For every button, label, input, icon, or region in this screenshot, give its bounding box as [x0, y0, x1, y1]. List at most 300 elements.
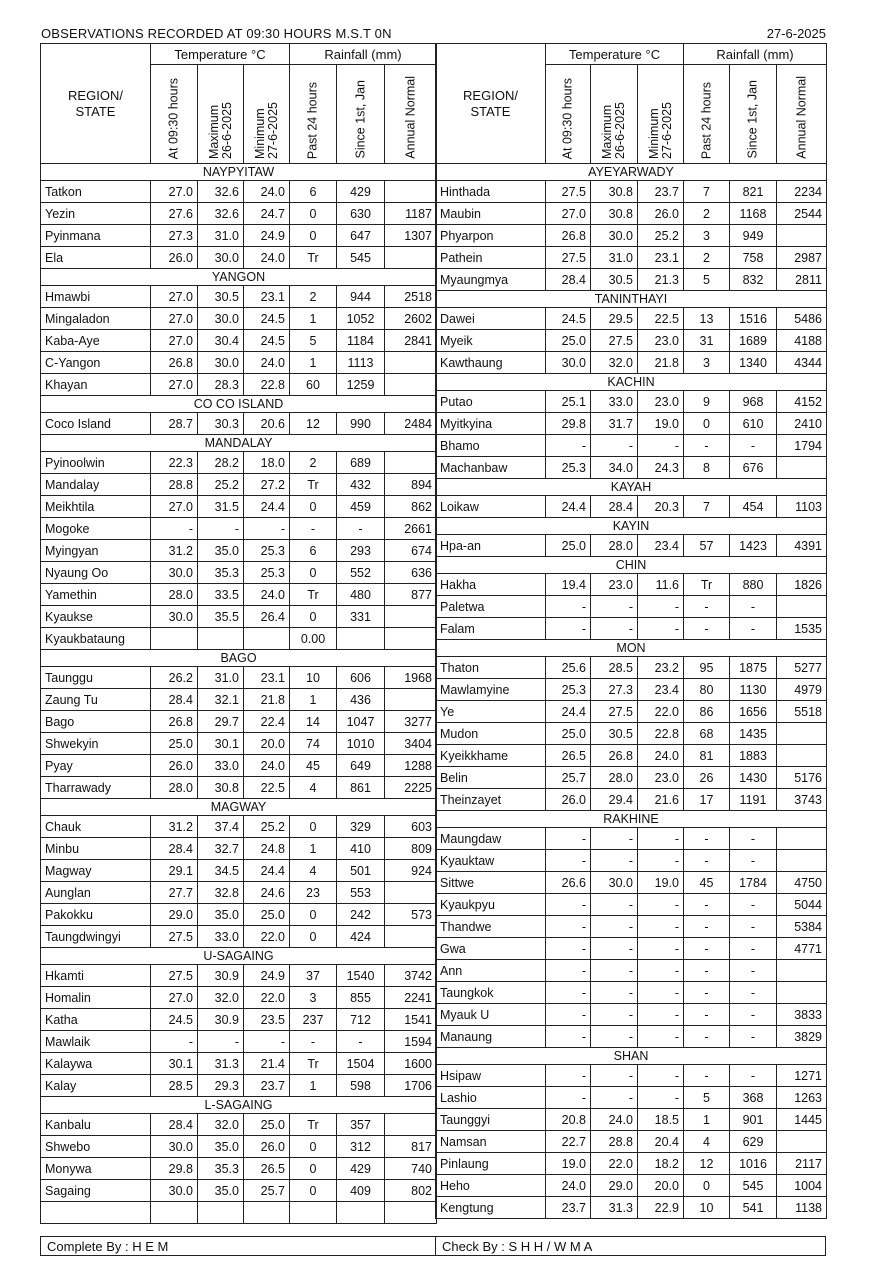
station-row [436, 894, 827, 916]
maximum-header: Maximum 26-6-2025 [198, 65, 244, 164]
rain-annual-normal [777, 457, 827, 479]
temp-minimum: 24.7 [244, 203, 290, 225]
station-row [41, 1158, 437, 1180]
station-row [41, 926, 437, 948]
rain-past-24h: 0 [290, 496, 337, 518]
maximum-header: Maximum 26-6-2025 [591, 65, 638, 164]
temp-maximum: - [591, 960, 638, 982]
rain-since-jan: 436 [337, 689, 385, 711]
temp-minimum: - [638, 894, 684, 916]
station-row [436, 916, 827, 938]
temp-at-0930: - [151, 1031, 198, 1053]
temp-minimum [244, 1202, 290, 1224]
rain-annual-normal [385, 628, 437, 650]
temp-at-0930: 27.7 [151, 882, 198, 904]
station-name: Sagaing [41, 1180, 151, 1202]
rain-since-jan: 1016 [730, 1153, 777, 1175]
region-section-title: KAYAH [436, 479, 827, 496]
temp-minimum: 18.2 [638, 1153, 684, 1175]
rain-annual-normal: 4391 [777, 535, 827, 557]
rain-past-24h: Tr [290, 247, 337, 269]
rain-past-24h: 2 [684, 247, 730, 269]
temp-at-0930: 27.0 [151, 330, 198, 352]
temp-minimum: 26.4 [244, 606, 290, 628]
past-24-hours-header: Past 24 hours [290, 65, 337, 164]
temp-at-0930: 23.7 [546, 1197, 591, 1219]
rain-since-jan: 293 [337, 540, 385, 562]
rain-since-jan: 329 [337, 816, 385, 838]
station-row [41, 606, 437, 628]
temp-maximum: - [591, 916, 638, 938]
station-name: Kyaukpyu [436, 894, 546, 916]
temp-at-0930: 28.8 [151, 474, 198, 496]
station-name: Myauk U [436, 1004, 546, 1026]
temp-maximum: 35.3 [198, 1158, 244, 1180]
station-row [41, 562, 437, 584]
region-section-title: RAKHINE [436, 811, 827, 828]
temp-maximum: 34.5 [198, 860, 244, 882]
temp-at-0930: 27.0 [546, 203, 591, 225]
temp-minimum: 21.3 [638, 269, 684, 291]
rain-past-24h: 2 [684, 203, 730, 225]
temp-maximum: 32.7 [198, 838, 244, 860]
temp-minimum: 18.0 [244, 452, 290, 474]
station-row [436, 679, 827, 701]
temp-at-0930: 19.0 [546, 1153, 591, 1175]
station-row [41, 413, 437, 435]
region-section-row [436, 557, 827, 574]
rain-annual-normal: 1103 [777, 496, 827, 518]
rain-past-24h: Tr [290, 1053, 337, 1075]
temp-at-0930: 31.2 [151, 816, 198, 838]
rain-annual-normal [385, 452, 437, 474]
temp-at-0930: 19.4 [546, 574, 591, 596]
rain-past-24h: Tr [684, 574, 730, 596]
rain-since-jan: 1423 [730, 535, 777, 557]
rain-past-24h: 23 [290, 882, 337, 904]
temp-minimum: 23.0 [638, 330, 684, 352]
rain-past-24h: 45 [684, 872, 730, 894]
rain-annual-normal: 924 [385, 860, 437, 882]
temp-minimum: 23.2 [638, 657, 684, 679]
temp-minimum: 23.0 [638, 767, 684, 789]
rain-since-jan: 610 [730, 413, 777, 435]
station-row [41, 452, 437, 474]
station-name: Mogoke [41, 518, 151, 540]
station-name: Hmawbi [41, 286, 151, 308]
rain-annual-normal: 1968 [385, 667, 437, 689]
rain-since-jan: 410 [337, 838, 385, 860]
region-section-row [41, 1097, 437, 1114]
temp-minimum: 26.0 [244, 1136, 290, 1158]
rain-past-24h: 45 [290, 755, 337, 777]
rain-past-24h: 4 [290, 860, 337, 882]
station-name: Thaton [436, 657, 546, 679]
station-row [436, 701, 827, 723]
rain-annual-normal [385, 1114, 437, 1136]
temp-maximum: 31.5 [198, 496, 244, 518]
station-row [436, 1153, 827, 1175]
region-section-row [41, 948, 437, 965]
temp-maximum: 32.6 [198, 181, 244, 203]
rain-past-24h: - [684, 1004, 730, 1026]
temp-maximum: 37.4 [198, 816, 244, 838]
rain-since-jan: 1191 [730, 789, 777, 811]
temp-at-0930 [151, 1202, 198, 1224]
rain-since-jan: - [730, 618, 777, 640]
rain-since-jan: - [730, 1004, 777, 1026]
temp-maximum: 30.8 [591, 203, 638, 225]
temp-minimum: 24.4 [244, 496, 290, 518]
temp-at-0930: 27.0 [151, 496, 198, 518]
temp-maximum: - [591, 982, 638, 1004]
station-name: Ye [436, 701, 546, 723]
rain-annual-normal: 2225 [385, 777, 437, 799]
temp-minimum: 22.4 [244, 711, 290, 733]
temp-minimum: 24.9 [244, 225, 290, 247]
temp-at-0930: 29.8 [546, 413, 591, 435]
temp-maximum: - [591, 938, 638, 960]
rain-past-24h: 0 [290, 816, 337, 838]
rain-since-jan: 821 [730, 181, 777, 203]
rain-annual-normal: 3743 [777, 789, 827, 811]
temp-minimum: 22.5 [244, 777, 290, 799]
rain-since-jan: - [730, 596, 777, 618]
temp-at-0930: 26.8 [546, 225, 591, 247]
temp-minimum: 24.0 [244, 181, 290, 203]
rain-annual-normal [777, 850, 827, 872]
temp-minimum: 24.0 [244, 352, 290, 374]
temp-maximum: - [591, 618, 638, 640]
temp-at-0930: 28.7 [151, 413, 198, 435]
rain-since-jan: 949 [730, 225, 777, 247]
rain-since-jan: - [337, 518, 385, 540]
rain-since-jan: - [730, 1065, 777, 1087]
rain-annual-normal: 1600 [385, 1053, 437, 1075]
station-row [41, 203, 437, 225]
region-section-title: KACHIN [436, 374, 827, 391]
temperature-header: Temperature °C [546, 44, 684, 65]
temp-maximum: 32.8 [198, 882, 244, 904]
temp-minimum: - [638, 960, 684, 982]
station-name: Sittwe [436, 872, 546, 894]
temp-at-0930: 27.0 [151, 181, 198, 203]
region-section-title: AYEYARWADY [436, 164, 827, 181]
temp-minimum: 20.4 [638, 1131, 684, 1153]
temp-maximum: 31.7 [591, 413, 638, 435]
temp-at-0930: 25.0 [546, 535, 591, 557]
temp-minimum: 24.0 [244, 247, 290, 269]
region-section-title: YANGON [41, 269, 437, 286]
temp-at-0930: 28.4 [151, 838, 198, 860]
temp-maximum: 31.3 [198, 1053, 244, 1075]
rain-since-jan: 598 [337, 1075, 385, 1097]
temp-minimum: - [638, 828, 684, 850]
temp-at-0930: 30.0 [546, 352, 591, 374]
station-name: Ann [436, 960, 546, 982]
station-row [41, 1053, 437, 1075]
station-row [436, 269, 827, 291]
station-row [436, 1175, 827, 1197]
station-name: Mudon [436, 723, 546, 745]
temp-at-0930: 24.5 [546, 308, 591, 330]
rain-since-jan: 1430 [730, 767, 777, 789]
station-name: Mawlamyine [436, 679, 546, 701]
temp-maximum: 27.3 [591, 679, 638, 701]
rainfall-header: Rainfall (mm) [290, 44, 437, 65]
temp-minimum: 25.2 [244, 816, 290, 838]
temp-maximum: 25.2 [198, 474, 244, 496]
rain-since-jan: - [730, 960, 777, 982]
station-row [41, 374, 437, 396]
temp-minimum: 24.9 [244, 965, 290, 987]
temp-maximum: 30.4 [198, 330, 244, 352]
rain-since-jan: - [730, 894, 777, 916]
station-name: Belin [436, 767, 546, 789]
temp-at-0930: - [546, 435, 591, 457]
rain-past-24h: 2 [290, 286, 337, 308]
rain-since-jan: - [730, 850, 777, 872]
temp-at-0930: 27.5 [546, 247, 591, 269]
temp-maximum: - [591, 894, 638, 916]
station-row [436, 1197, 827, 1219]
temp-at-0930: 27.5 [151, 926, 198, 948]
station-name: Chauk [41, 816, 151, 838]
rain-past-24h: 5 [684, 269, 730, 291]
temp-at-0930: - [151, 518, 198, 540]
station-name: Shwekyin [41, 733, 151, 755]
temp-at-0930: 26.0 [151, 755, 198, 777]
temp-at-0930: 28.0 [151, 777, 198, 799]
station-row [436, 330, 827, 352]
rain-past-24h [290, 1202, 337, 1224]
rain-annual-normal [385, 352, 437, 374]
rain-annual-normal: 2241 [385, 987, 437, 1009]
rain-past-24h: 5 [290, 330, 337, 352]
region-section-title: NAYPYITAW [41, 164, 437, 181]
station-row [41, 247, 437, 269]
station-name: Meikhtila [41, 496, 151, 518]
region-header: REGION/ STATE [41, 44, 151, 164]
rain-annual-normal [777, 723, 827, 745]
rain-past-24h: Tr [290, 1114, 337, 1136]
temp-maximum: 28.8 [591, 1131, 638, 1153]
rain-annual-normal [777, 225, 827, 247]
station-name: Ela [41, 247, 151, 269]
station-row [41, 838, 437, 860]
station-name: Katha [41, 1009, 151, 1031]
region-section-row [436, 1048, 827, 1065]
rain-past-24h: 237 [290, 1009, 337, 1031]
temp-maximum: 35.0 [198, 1180, 244, 1202]
temp-maximum: 24.0 [591, 1109, 638, 1131]
temp-minimum: - [638, 1087, 684, 1109]
rain-annual-normal: 1826 [777, 574, 827, 596]
rain-annual-normal: 809 [385, 838, 437, 860]
station-name: Hakha [436, 574, 546, 596]
rain-since-jan: 861 [337, 777, 385, 799]
temp-maximum: 30.9 [198, 965, 244, 987]
temp-maximum: - [591, 1087, 638, 1109]
temp-maximum: 31.0 [591, 247, 638, 269]
temperature-header: Temperature °C [151, 44, 290, 65]
rain-since-jan: 501 [337, 860, 385, 882]
station-row [41, 1114, 437, 1136]
station-name: Myeik [436, 330, 546, 352]
temp-maximum: 28.5 [591, 657, 638, 679]
temp-minimum: 21.4 [244, 1053, 290, 1075]
rain-annual-normal: 636 [385, 562, 437, 584]
region-section-title: KAYIN [436, 518, 827, 535]
temp-maximum: 28.0 [591, 767, 638, 789]
temp-at-0930: 29.8 [151, 1158, 198, 1180]
temp-maximum: 30.5 [591, 269, 638, 291]
rain-since-jan: 855 [337, 987, 385, 1009]
rain-past-24h: 4 [290, 777, 337, 799]
station-name: Dawei [436, 308, 546, 330]
rain-past-24h: 10 [684, 1197, 730, 1219]
rain-past-24h: 0 [290, 1136, 337, 1158]
rain-past-24h: 5 [684, 1087, 730, 1109]
temp-minimum: 20.6 [244, 413, 290, 435]
rain-since-jan: 676 [730, 457, 777, 479]
station-row [41, 496, 437, 518]
temp-at-0930: 26.8 [151, 352, 198, 374]
temp-at-0930: 24.5 [151, 1009, 198, 1031]
rain-past-24h: 6 [290, 540, 337, 562]
station-row [436, 872, 827, 894]
temp-maximum: - [591, 596, 638, 618]
temp-minimum: - [638, 1004, 684, 1026]
station-row [436, 1087, 827, 1109]
station-name: Taunggu [41, 667, 151, 689]
temp-minimum: 24.6 [244, 882, 290, 904]
rain-since-jan: 758 [730, 247, 777, 269]
temp-maximum: 35.0 [198, 540, 244, 562]
temp-maximum: 33.0 [591, 391, 638, 413]
station-row [41, 181, 437, 203]
rain-past-24h: - [684, 850, 730, 872]
rain-since-jan: 1875 [730, 657, 777, 679]
station-row [436, 457, 827, 479]
rain-since-jan: 629 [730, 1131, 777, 1153]
rain-annual-normal: 2661 [385, 518, 437, 540]
rain-since-jan: 647 [337, 225, 385, 247]
temp-maximum: 23.0 [591, 574, 638, 596]
temp-maximum [198, 1202, 244, 1224]
rain-past-24h: 6 [290, 181, 337, 203]
station-row [436, 352, 827, 374]
temp-at-0930: 27.0 [151, 987, 198, 1009]
temp-minimum: 24.0 [244, 584, 290, 606]
temp-minimum: - [244, 518, 290, 540]
rain-annual-normal: 603 [385, 816, 437, 838]
rain-since-jan: 1340 [730, 352, 777, 374]
temp-minimum: 11.6 [638, 574, 684, 596]
temp-minimum: 22.8 [244, 374, 290, 396]
temp-at-0930: 25.7 [546, 767, 591, 789]
report-title: OBSERVATIONS RECORDED AT 09:30 HOURS M.S.T 0N [41, 26, 392, 41]
rain-annual-normal: 1706 [385, 1075, 437, 1097]
rain-past-24h: 0 [290, 926, 337, 948]
rain-annual-normal: 3404 [385, 733, 437, 755]
station-row [436, 657, 827, 679]
temp-at-0930: - [546, 938, 591, 960]
rain-annual-normal: 2117 [777, 1153, 827, 1175]
rain-annual-normal [385, 181, 437, 203]
temp-maximum: 35.0 [198, 904, 244, 926]
temp-maximum: - [591, 1026, 638, 1048]
rainfall-header: Rainfall (mm) [684, 44, 827, 65]
temp-at-0930: 25.1 [546, 391, 591, 413]
station-name: Kyaukbataung [41, 628, 151, 650]
rain-since-jan: 312 [337, 1136, 385, 1158]
rain-since-jan: 1010 [337, 733, 385, 755]
station-row [436, 496, 827, 518]
rain-since-jan: 429 [337, 181, 385, 203]
temp-at-0930: 28.4 [546, 269, 591, 291]
temp-at-0930: 22.7 [546, 1131, 591, 1153]
temp-minimum: 19.0 [638, 872, 684, 894]
station-row [41, 1031, 437, 1053]
station-row [436, 982, 827, 1004]
rain-past-24h: 1 [290, 352, 337, 374]
station-row [436, 596, 827, 618]
station-name: Magway [41, 860, 151, 882]
temp-maximum: - [591, 1004, 638, 1026]
station-row [436, 1026, 827, 1048]
temp-at-0930: 31.2 [151, 540, 198, 562]
station-row [436, 850, 827, 872]
temp-maximum: 22.0 [591, 1153, 638, 1175]
temp-maximum [198, 628, 244, 650]
rain-annual-normal [777, 596, 827, 618]
region-section-row [41, 435, 437, 452]
temp-minimum: - [244, 1031, 290, 1053]
rain-past-24h: 0 [290, 606, 337, 628]
region-section-title: CO CO ISLAND [41, 396, 437, 413]
temp-maximum: 30.0 [591, 225, 638, 247]
station-name: Taungkok [436, 982, 546, 1004]
rain-past-24h: 1 [290, 1075, 337, 1097]
station-row [436, 938, 827, 960]
region-section-title: MON [436, 640, 827, 657]
temp-minimum: 22.0 [638, 701, 684, 723]
rain-annual-normal [385, 374, 437, 396]
station-name: Hinthada [436, 181, 546, 203]
rain-past-24h: 57 [684, 535, 730, 557]
temp-at-0930: 26.0 [151, 247, 198, 269]
station-name: Shwebo [41, 1136, 151, 1158]
temp-maximum: 28.4 [591, 496, 638, 518]
temp-minimum: 24.4 [244, 860, 290, 882]
station-row [41, 352, 437, 374]
station-name: Hsipaw [436, 1065, 546, 1087]
rain-past-24h: 9 [684, 391, 730, 413]
rain-past-24h: 4 [684, 1131, 730, 1153]
rain-since-jan: - [730, 435, 777, 457]
rain-past-24h: - [684, 1026, 730, 1048]
rain-past-24h: 14 [290, 711, 337, 733]
rain-since-jan: 712 [337, 1009, 385, 1031]
rain-past-24h: Tr [290, 474, 337, 496]
temp-minimum: 24.5 [244, 308, 290, 330]
station-row [436, 1065, 827, 1087]
rain-since-jan: 689 [337, 452, 385, 474]
temp-maximum: 30.5 [198, 286, 244, 308]
temp-maximum: 33.0 [198, 926, 244, 948]
rain-since-jan: 990 [337, 413, 385, 435]
